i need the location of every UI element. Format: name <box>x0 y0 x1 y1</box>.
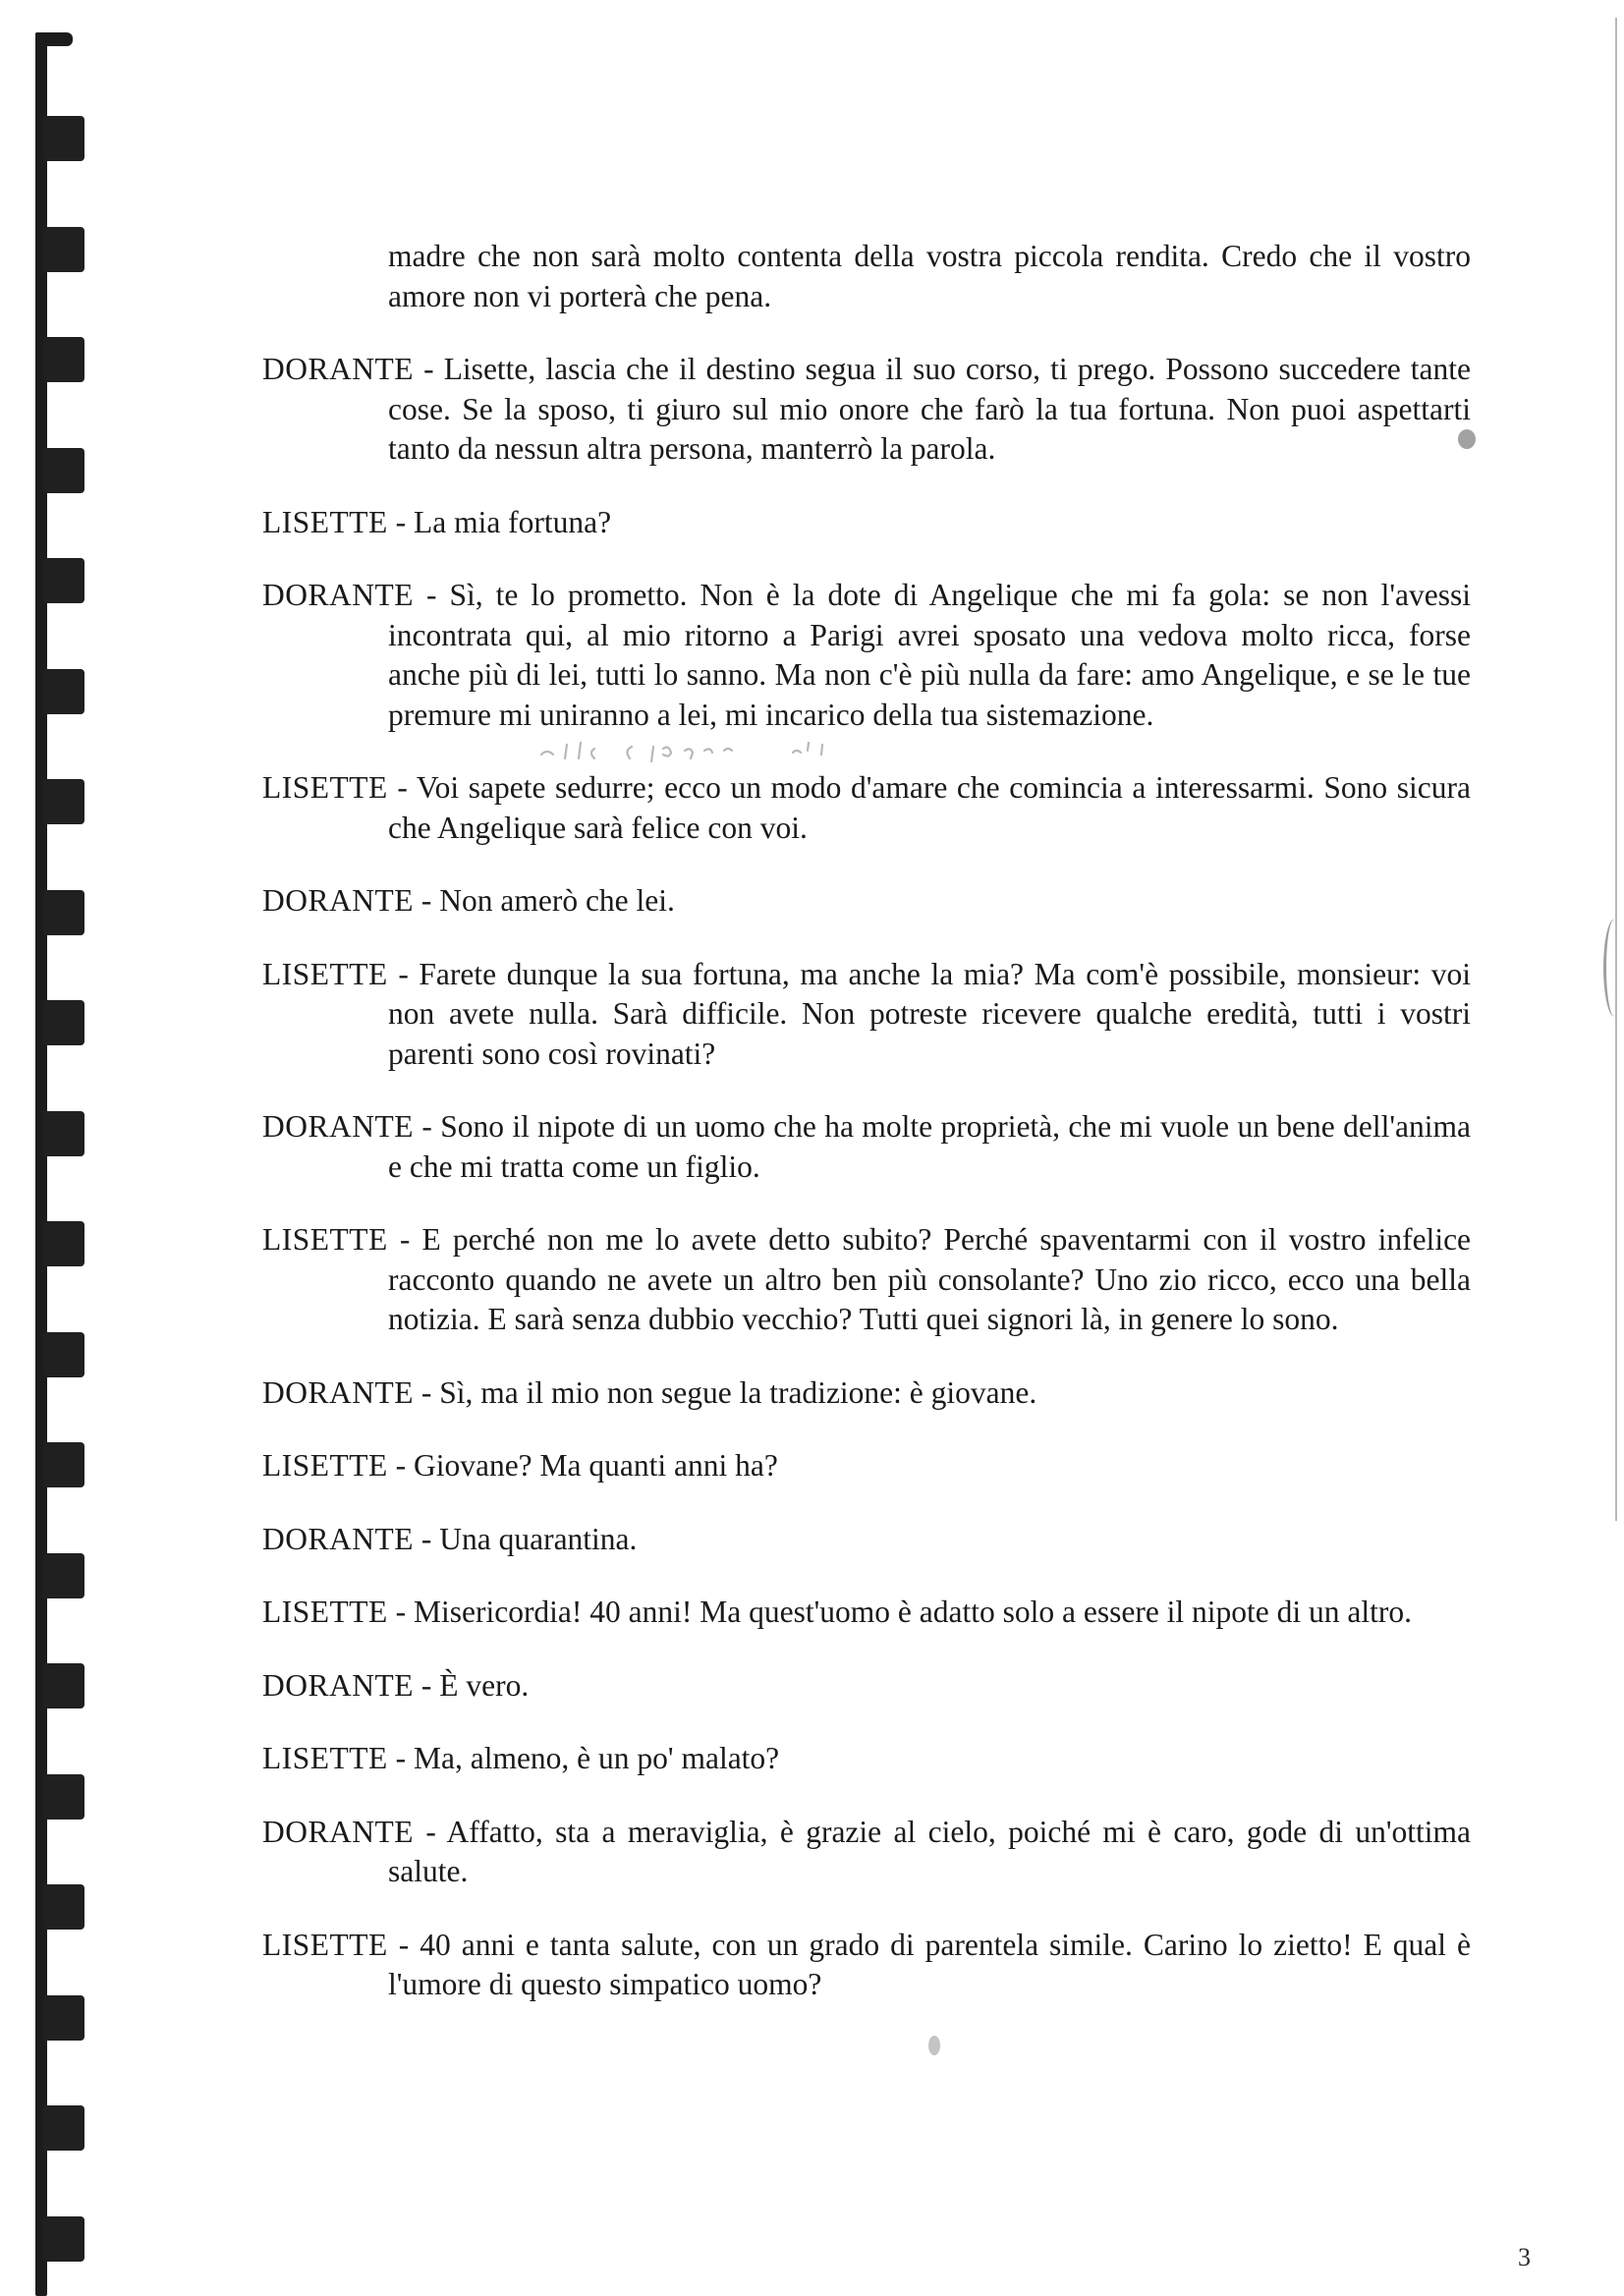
speaker-separator: - <box>423 352 434 386</box>
speaker-name: LISETTE <box>262 770 388 805</box>
binding-tooth <box>43 448 84 493</box>
speaker-separator: - <box>395 1595 407 1629</box>
paragraph-text: madre che non sarà molto contenta della vostra piccola rendita. Credo che il vostro amore non vi porterà che pena. <box>388 239 1471 313</box>
binding-tooth <box>43 1774 84 1820</box>
speaker-separator: - <box>421 1109 432 1144</box>
dialogue-line <box>262 1813 1471 1892</box>
speech-text: È vero. <box>439 1667 530 1703</box>
speech-text: Non amerò che lei. <box>439 883 675 918</box>
dialogue-line <box>262 955 1471 1075</box>
speaker-separator: - <box>395 504 407 539</box>
dialogue <box>262 350 1471 2005</box>
speaker-name: DORANTE <box>262 1374 414 1410</box>
speaker-name: LISETTE <box>262 504 388 539</box>
speaker-name: LISETTE <box>262 1927 388 1962</box>
speaker-separator: - <box>398 1927 410 1962</box>
page-edge-line <box>1615 18 1617 1521</box>
binding-tooth <box>43 2105 84 2151</box>
speech-text: E perché non me lo avete detto subito? Perché spaventarmi con il vostro infelice racconto quando ne avete un altro ben più consolante? Uno zio ricco, ecco una bella notizia. E sarà senza dubbio vecchio? Tutti quei signori là, in genere lo sono. <box>388 1222 1472 1336</box>
dialogue-line <box>262 1520 1471 1560</box>
binding-tooth <box>43 1553 84 1598</box>
dialogue-line <box>262 881 1471 922</box>
speaker-name: DORANTE <box>262 883 414 918</box>
speaker-separator: - <box>397 770 408 805</box>
speech-text: Lisette, lascia che il destino segua il suo corso, ti prego. Possono succedere tante cose. Se la sposo, ti giuro sul mio onore che farò la tua fortuna. Non puoi aspettarti tanto da nessun altra persona, manterrò la parola. <box>388 352 1471 466</box>
speech-text: Sì, te lo prometto. Non è la dote di Angelique che mi fa gola: se non l'avessi incontrata qui, al mio ritorno a Parigi avrei sposato una vedova molto ricca, forse anche più di lei, tutti lo sanno. Ma non c'è più nulla da fare: amo Angelique, e se le tue premure mi uniranno a lei, mi incarico della tua sistemazione. <box>388 578 1472 732</box>
comb-binding-top <box>35 32 73 46</box>
speaker-name: DORANTE <box>262 1667 414 1703</box>
speech-text: 40 anni e tanta salute, con un grado di parentela simile. Carino lo zietto! E qual è l'umore di questo simpatico uomo? <box>388 1927 1472 2001</box>
speaker-separator: - <box>395 1448 407 1483</box>
dialogue-line <box>262 1593 1471 1633</box>
page-number: 3 <box>1518 2243 1531 2271</box>
binding-tooth <box>43 116 84 161</box>
speaker-name: LISETTE <box>262 1448 388 1483</box>
speaker-name: DORANTE <box>262 352 414 386</box>
binding-tooth <box>43 1111 84 1156</box>
speaker-separator: - <box>420 1374 432 1410</box>
dialogue-line <box>262 350 1471 470</box>
binding-tooth <box>43 1884 84 1930</box>
ink-blot <box>928 2036 940 2055</box>
dialogue-line <box>262 1373 1471 1414</box>
binding-tooth <box>43 1442 84 1487</box>
speech-text: Giovane? Ma quanti anni ha? <box>413 1448 778 1483</box>
speaker-name: LISETTE <box>262 1222 388 1257</box>
binding-tooth <box>43 227 84 272</box>
binding-tooth <box>43 2216 84 2262</box>
speaker-name: DORANTE <box>262 1521 414 1556</box>
speech-text: Sono il nipote di un uomo che ha molte proprietà, che mi vuole un bene dell'anima e che mi tratta come un figlio. <box>388 1109 1472 1184</box>
speaker-name: LISETTE <box>262 1595 388 1629</box>
opening-paragraph <box>262 237 1471 316</box>
speaker-separator: - <box>395 1741 407 1775</box>
speaker-separator: - <box>425 1814 436 1849</box>
binding-tooth <box>43 337 84 382</box>
binding-tooth <box>43 558 84 603</box>
dialogue-line <box>262 1446 1471 1486</box>
handwritten-annotation <box>537 739 862 762</box>
speaker-separator: - <box>420 883 432 918</box>
speech-text: Ma, almeno, è un po' malato? <box>413 1741 780 1775</box>
speaker-name: DORANTE <box>262 1109 414 1144</box>
dialogue-line <box>262 576 1471 735</box>
dialogue-line <box>262 1926 1471 2005</box>
binding-tooth <box>43 669 84 714</box>
speaker-separator: - <box>420 1521 432 1556</box>
speaker-name: DORANTE <box>262 578 414 612</box>
dialogue-line <box>262 1107 1471 1187</box>
speech-text: La mia fortuna? <box>413 504 612 539</box>
binding-tooth <box>43 1332 84 1377</box>
speaker-name: DORANTE <box>262 1814 414 1849</box>
speech-text: Affatto, sta a meraviglia, è grazie al cielo, poiché mi è caro, gode di un'ottima salute. <box>388 1814 1472 1888</box>
dialogue-line <box>262 1739 1471 1779</box>
binding-tooth <box>43 1221 84 1266</box>
margin-pencil-mark <box>1603 919 1624 1017</box>
dialogue-line <box>262 1666 1471 1707</box>
speech-text: Misericordia! 40 anni! Ma quest'uomo è adatto solo a essere il nipote di un altro. <box>413 1595 1413 1629</box>
speaker-separator: - <box>426 578 437 612</box>
binding-tooth <box>43 890 84 935</box>
binding-tooth <box>43 779 84 824</box>
speaker-name: LISETTE <box>262 1741 388 1775</box>
speaker-name: LISETTE <box>262 956 388 991</box>
binding-tooth <box>43 1663 84 1708</box>
speech-text: Voi sapete sedurre; ecco un modo d'amare che comincia a interessarmi. Sono sicura che Angelique sarà felice con voi. <box>388 770 1471 845</box>
speech-text: Una quarantina. <box>439 1521 638 1556</box>
document-page <box>262 237 1471 2039</box>
dialogue-line <box>262 503 1471 543</box>
speech-text: Farete dunque la sua fortuna, ma anche la mia? Ma com'è possibile, monsieur: voi non avete nulla. Sarà difficile. Non potreste ricevere qualche eredità, tutti i vostri parenti sono così rovinati? <box>388 956 1471 1071</box>
binding-tooth <box>43 1000 84 1045</box>
speaker-separator: - <box>398 956 409 991</box>
speaker-separator: - <box>399 1222 411 1257</box>
dialogue-line <box>262 1220 1471 1340</box>
speech-text: Sì, ma il mio non segue la tradizione: è giovane. <box>439 1374 1037 1410</box>
binding-tooth <box>43 1995 84 2041</box>
dialogue-line <box>262 768 1471 848</box>
speaker-separator: - <box>420 1667 432 1703</box>
